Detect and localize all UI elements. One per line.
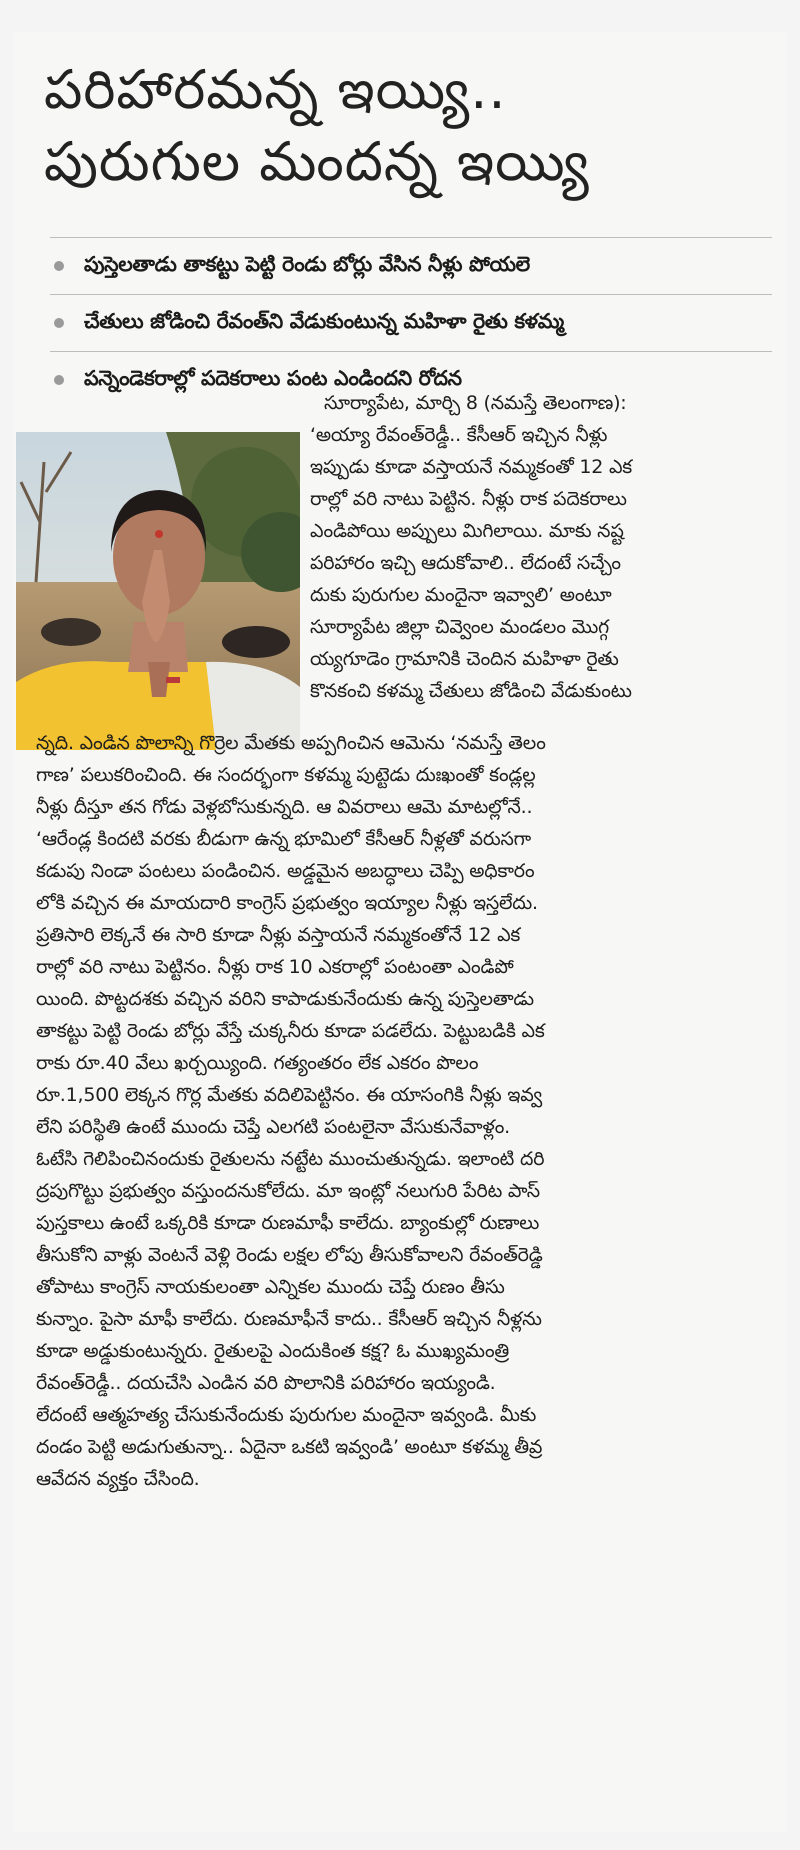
body-line: రూ.1,500 లెక్కన గొర్ల మేతకు వదిలిపెట్టినం. ఈ యాసంగికి నీళ్లు ఇవ్వ: [36, 1084, 543, 1106]
body-line: ద్రపుగొట్టు ప్రభుత్వం వస్తుందనుకోలేదు. మా ఇంట్లో నలుగురి పేరిట పాస్‌: [36, 1180, 540, 1202]
bullet-dot-icon: [54, 261, 64, 271]
subhead-text: పుస్తెలతాడు తాకట్టు పెట్టి రెండు బోర్లు వేసిన నీళ్లు పోయలె: [84, 251, 530, 276]
headline-line-2: పురుగుల మందన్న ఇయ్యి: [44, 130, 590, 193]
body-line: లోకి వచ్చిన ఈ మాయదారి కాంగ్రెస్‌ ప్రభుత్వం ఇయ్యాల నీళ్లు ఇస్తలేదు.: [36, 892, 538, 914]
body-line: నీళ్లు దీస్తూ తన గోడు వెళ్లబోసుకున్నది. ఆ వివరాలు ఆమె మాటల్లోనే..: [36, 796, 533, 818]
body-line: రాకు రూ.40 వేలు ఖర్చయ్యింది. గత్యంతరం లేక ఎకరం పొలం: [36, 1052, 479, 1074]
divider: [50, 351, 772, 352]
body-line: పుస్తకాలు ఉంటే ఒక్కరికి కూడా రుణమాఫీ కాలేదు. బ్యాంకుల్లో రుణాలు: [36, 1212, 540, 1234]
body-line: కూడా అడ్డుకుంటున్నరు. రైతులపై ఎందుకింత కక్ష? ఓ ముఖ్యమంత్రి: [36, 1340, 510, 1362]
subhead-text: చేతులు జోడించి రేవంత్‌ని వేడుకుంటున్న మహిళా రైతు కళమ్మ: [84, 308, 564, 333]
body-line: దుకు పురుగుల మందైనా ఇవ్వాలి’ అంటూ: [310, 584, 612, 606]
body-line: సూర్యాపేట జిల్లా చివ్వెంల మండలం మొగ్గ: [310, 616, 609, 638]
body-line: ప్రతిసారి లెక్కనే ఈ సారి కూడా నీళ్లు వస్తాయనే నమ్మకంతోనే 12 ఎక: [36, 924, 521, 946]
body-line: పరిహారం ఇచ్చి ఆదుకోవాలి.. లేదంటే సచ్చేం: [310, 552, 621, 574]
headline-line-1: పరిహారమన్న ఇయ్యి..: [44, 58, 507, 121]
body-line: కున్నాం. పైసా మాఫీ కాలేదు. రుణమాఫీనే కాదు.. కేసీఆర్‌ ఇచ్చిన నీళ్లను: [36, 1308, 542, 1330]
body-line: గాణ’ పలుకరించింది. ఈ సందర్భంగా కళమ్మ పుట్టెడు దుఃఖంతో కండ్లల్ల: [36, 764, 536, 786]
bullet-dot-icon: [54, 318, 64, 328]
newspaper-clipping: [14, 32, 786, 1832]
body-line: తోపాటు కాంగ్రెస్‌ నాయకులంతా ఎన్నికల ముందు చెప్తే రుణం తీసు: [36, 1276, 505, 1298]
body-line: రాల్లో వరి నాటు పెట్టిన. నీళ్లు రాక పదెకరాలు: [310, 488, 627, 510]
article-headline: [44, 54, 774, 198]
body-line: ‘అయ్యా రేవంత్‌రెడ్డీ.. కేసీఆర్‌ ఇచ్చిన నీళ్లు: [310, 424, 608, 446]
body-line: రేవంత్‌రెడ్డీ.. దయచేసి ఎండిన వరి పొలానికి పరిహారం ఇయ్యండి.: [36, 1372, 496, 1394]
body-line: ఆవేదన వ్యక్తం చేసింది.: [36, 1468, 200, 1490]
article-photo: [16, 432, 300, 750]
body-line: ‘ఆరేండ్ల కిందటి వరకు బీడుగా ఉన్న భూమిలో కేసీఆర్‌ నీళ్లతో వరుసగా: [36, 828, 531, 850]
body-line: కొనకంచి కళమ్మ చేతులు జోడించి వేడుకుంటు: [310, 680, 632, 702]
body-line: రాల్లో వరి నాటు పెట్టినం. నీళ్లు రాక 10 ఎకరాల్లో పంటంతా ఎండిపో: [36, 956, 514, 978]
body-line: లేదంటే ఆత్మహత్య చేసుకునేందుకు పురుగుల మందైనా ఇవ్వండి. మీకు: [36, 1404, 537, 1426]
body-line: దండం పెట్టి అడుగుతున్నా.. ఏదైనా ఒకటి ఇవ్వండి’ అంటూ కళమ్మ తీవ్ర: [36, 1436, 543, 1458]
body-line: యింది. పొట్టదశకు వచ్చిన వరిని కాపాడుకునేందుకు ఉన్న పుస్తెలతాడు: [36, 988, 534, 1010]
body-line: కడుపు నిండా పంటలు పండించిన. అడ్డమైన అబద్ధాలు చెప్పి అధికారం: [36, 860, 535, 882]
body-line: లేని పరిస్థితి ఉంటే ముందు చెప్తే ఎలగటి పంటలైనా వేసుకునేవాళ్లం.: [36, 1116, 511, 1138]
body-line: సూర్యాపేట, మార్చి 8 (నమస్తే తెలంగాణ):: [324, 392, 627, 414]
body-line: య్యగూడెం గ్రామానికి చెందిన మహిళా రైతు: [310, 648, 619, 670]
subhead-text: పన్నెండెకరాల్లో పదెకరాలు పంట ఎండిందని రోదన: [84, 365, 462, 390]
bullet-dot-icon: [54, 375, 64, 385]
subhead-bullet: [54, 242, 774, 290]
body-line: ఎండిపోయి అప్పులు మిగిలాయి. మాకు నష్ట: [310, 520, 624, 542]
body-line: ఇప్పుడు కూడా వస్తాయనే నమ్మకంతో 12 ఎక: [310, 456, 633, 478]
body-line: తాకట్టు పెట్టి రెండు బోర్లు వేస్తే చుక్కనీరు కూడా పడలేదు. పెట్టుబడికి ఎక: [36, 1020, 545, 1042]
divider: [50, 237, 772, 238]
body-line: తీసుకోని వాళ్లు వెంటనే వెళ్లి రెండు లక్షల లోపు తీసుకోవాలని రేవంత్‌రెడ్డి: [36, 1244, 543, 1266]
body-line: ఓటేసి గెలిపించినందుకు రైతులను నట్టేట ముంచుతున్నడు. ఇలాంటి దరి: [36, 1148, 545, 1170]
subhead-bullet: [54, 299, 774, 347]
divider: [50, 294, 772, 295]
body-line: న్నది. ఎండిన పొలాన్ని గొర్రెల మేతకు అప్పగించిన ఆమెను ‘నమస్తే తెలం: [36, 732, 546, 754]
